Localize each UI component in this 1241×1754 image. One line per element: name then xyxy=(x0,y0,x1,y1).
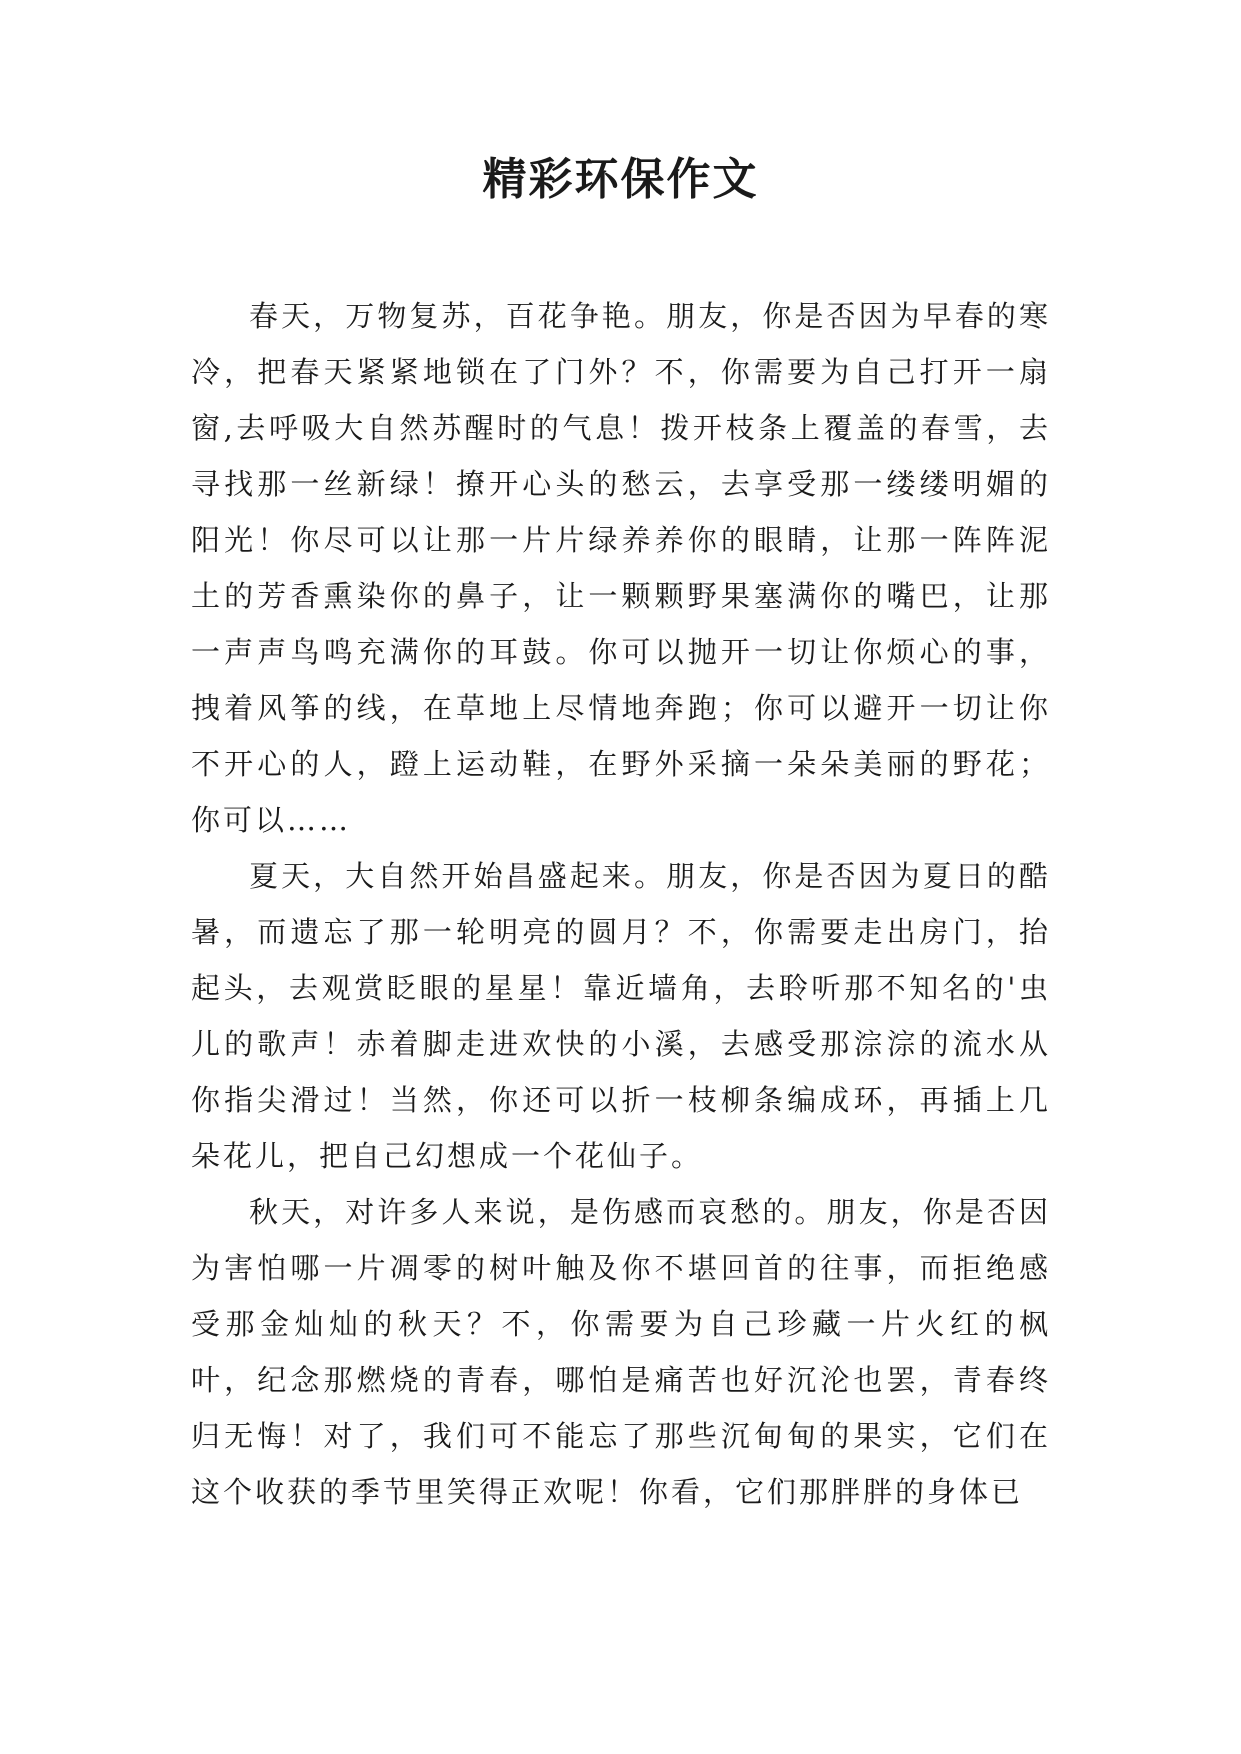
document-body xyxy=(191,288,1051,1520)
document-title: 精彩环保作文 xyxy=(482,154,759,205)
paragraph-spring: 春天，万物复苏，百花争艳。朋友，你是否因为早春的寒冷，把春天紧紧地锁在了门外？不，你需要为自己打开一扇窗,去呼吸大自然苏醒时的气息！拨开枝条上覆盖的春雪，去寻找那一丝新绿！撩开心头的愁云，去享受那一缕缕明媚的阳光！你尽可以让那一片片绿养养你的眼睛，让那一阵阵泥土的芳香熏染你的鼻子，让一颗颗野果塞满你的嘴巴，让那一声声鸟鸣充满你的耳鼓。你可以抛开一切让你烦心的事，拽着风筝的线，在草地上尽情地奔跑；你可以避开一切让你不开心的人，蹬上运动鞋，在野外采摘一朵朵美丽的野花；你可以…… xyxy=(191,299,1051,837)
paragraph-autumn: 秋天，对许多人来说，是伤感而哀愁的。朋友，你是否因为害怕哪一片凋零的树叶触及你不堪回首的往事，而拒绝感受那金灿灿的秋天？不，你需要为自己珍藏一片火红的枫叶，纪念那燃烧的青春，哪怕是痛苦也好沉沦也罢，青春终归无悔！对了，我们可不能忘了那些沉甸甸的果实，它们在这个收获的季节里笑得正欢呢！你看，它们那胖胖的身体已 xyxy=(191,1195,1051,1509)
paragraph-summer: 夏天，大自然开始昌盛起来。朋友，你是否因为夏日的酷暑，而遗忘了那一轮明亮的圆月？不，你需要走出房门，抬起头，去观赏眨眼的星星！靠近墙角，去聆听那不知名的'虫儿的歌声！赤着脚走进欢快的小溪，去感受那淙淙的流水从你指尖滑过！当然，你还可以折一枝柳条编成环，再插上几朵花儿，把自己幻想成一个花仙子。 xyxy=(191,859,1051,1173)
